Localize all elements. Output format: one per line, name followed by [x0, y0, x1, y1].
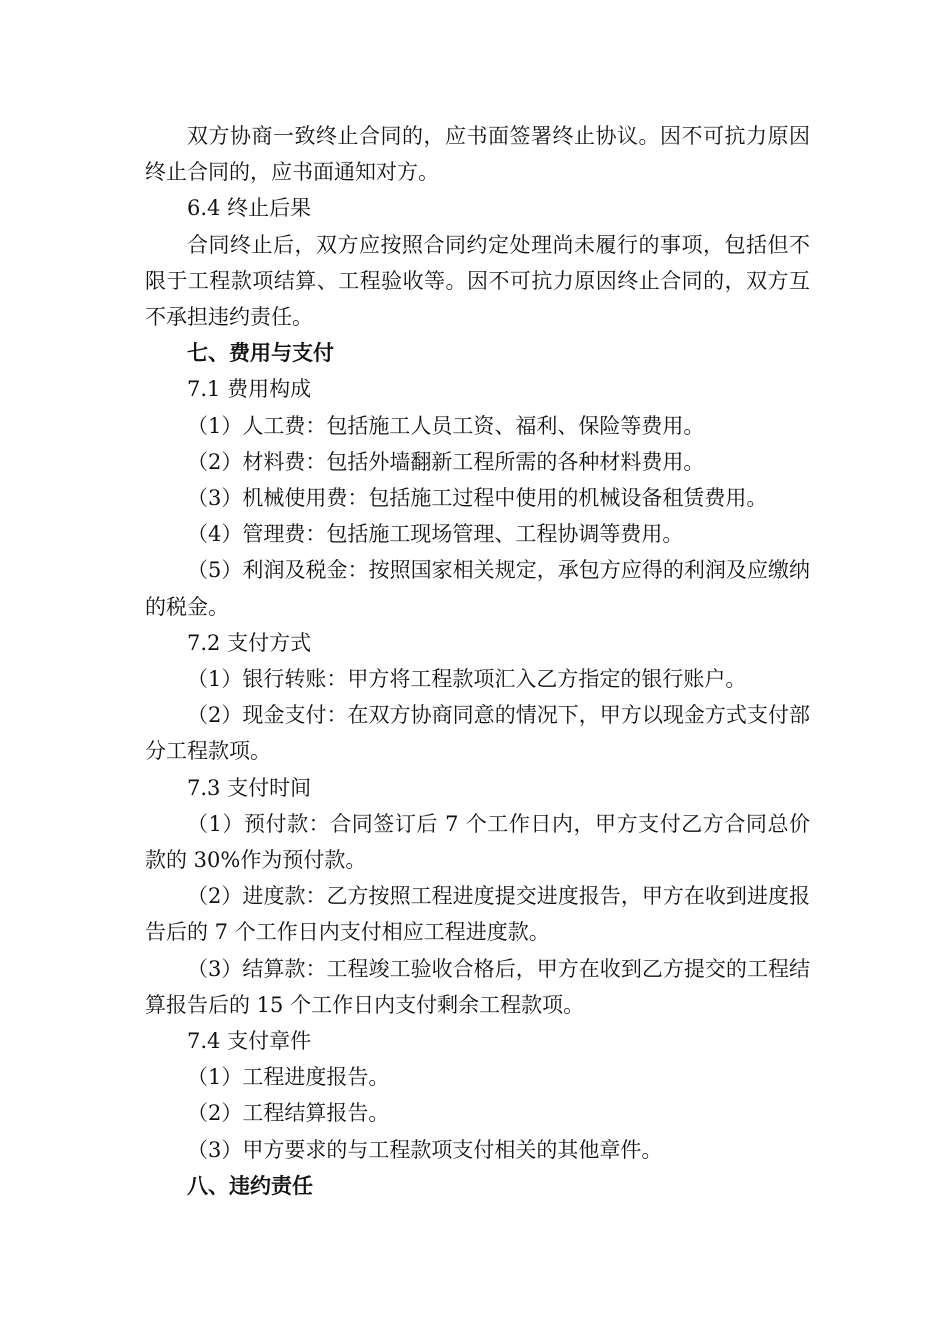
list-item-advance-payment: （1）预付款：合同签订后 7 个工作日内，甲方支付乙方合同总价款的 30%作为预付款。: [145, 811, 810, 873]
list-item-profit-tax: （5）利润及税金：按照国家相关规定，承包方应得的利润及应缴纳的税金。: [145, 558, 810, 619]
list-item-settlement-report: （2）工程结算报告。: [187, 1101, 390, 1126]
list-item-management-cost: （4）管理费：包括施工现场管理、工程协调等费用。: [187, 522, 684, 547]
list-item-progress-payment: （2）进度款：乙方按照工程进度提交进度报告，甲方在收到进度报告后的 7 个工作日内支付相应工程进度款。: [145, 884, 810, 945]
paragraph-termination-consequences: 合同终止后，双方应按照合同约定处理尚未履行的事项，包括但不限于工程款项结算、工程验收等。因不可抗力原因终止合同的，双方互不承担违约责任。: [145, 232, 810, 330]
subheading-6-4: 6.4 终止后果: [187, 196, 312, 221]
section-heading-7: 七、费用与支付: [187, 340, 334, 366]
list-item-progress-report: （1）工程进度报告。: [187, 1065, 390, 1090]
list-item-machinery-cost: （3）机械使用费：包括施工过程中使用的机械设备租赁费用。: [187, 486, 768, 511]
document-body: [145, 118, 810, 1204]
subheading-7-1: 7.1 费用构成: [187, 377, 312, 402]
list-item-other-documents: （3）甲方要求的与工程款项支付相关的其他章件。: [187, 1137, 663, 1162]
section-heading-8: 八、违约责任: [187, 1172, 313, 1198]
list-item-settlement-payment: （3）结算款：工程竣工验收合格后，甲方在收到乙方提交的工程结算报告后的 15 个工作日内支付剩余工程款项。: [145, 956, 810, 1017]
subheading-7-2: 7.2 支付方式: [187, 630, 312, 655]
subheading-7-3: 7.3 支付时间: [187, 775, 312, 800]
paragraph-termination-agreement: 双方协商一致终止合同的，应书面签署终止协议。因不可抗力原因终止合同的，应书面通知对方。: [145, 124, 810, 185]
list-item-material-cost: （2）材料费：包括外墙翻新工程所需的各种材料费用。: [187, 449, 705, 474]
list-item-bank-transfer: （1）银行转账：甲方将工程款项汇入乙方指定的银行账户。: [187, 667, 747, 692]
list-item-cash-payment: （2）现金支付：在双方协商同意的情况下，甲方以现金方式支付部分工程款项。: [145, 703, 810, 764]
list-item-labor-cost: （1）人工费：包括施工人员工资、福利、保险等费用。: [187, 413, 705, 438]
subheading-7-4: 7.4 支付章件: [187, 1029, 312, 1054]
